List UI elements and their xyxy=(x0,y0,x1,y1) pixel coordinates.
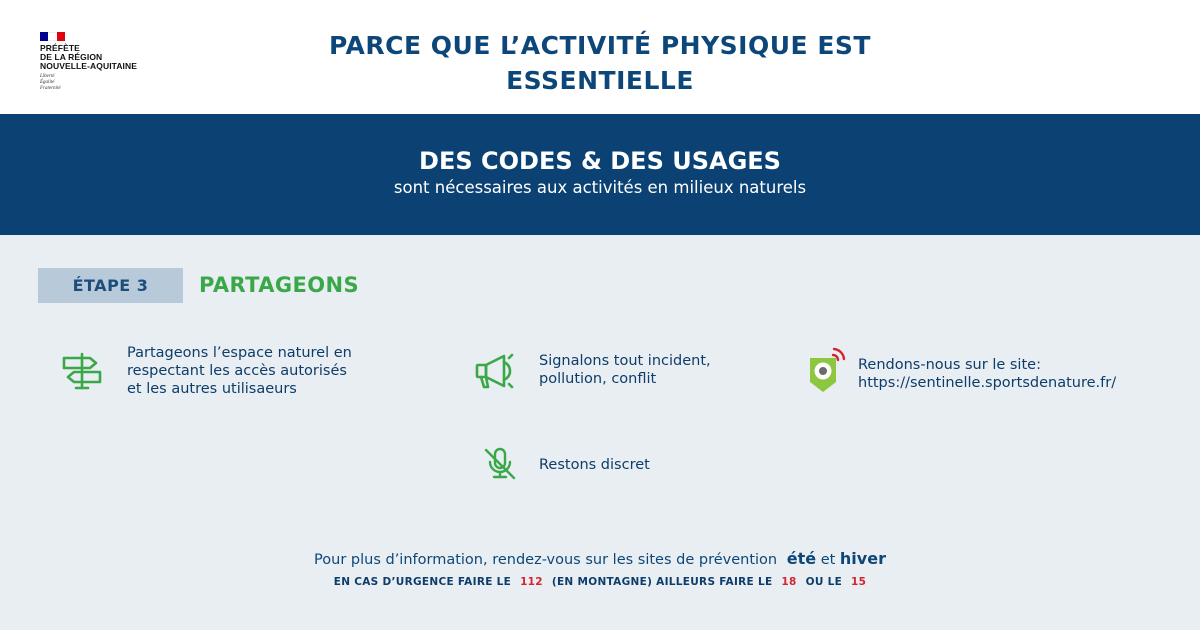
location-pin-icon xyxy=(806,346,850,396)
page-title xyxy=(260,28,940,98)
prevention-info-text: Pour plus d’information, rendez-vous sur les sites de prévention xyxy=(314,552,778,568)
banner-subtitle: sont nécessaires aux activités en milieux naturels xyxy=(393,178,807,197)
codes-banner xyxy=(0,114,1200,235)
prevention-info xyxy=(0,548,1200,571)
motto-fraternite: Fraternité xyxy=(40,86,61,91)
emergency-or: OU LE xyxy=(805,576,843,588)
header-area xyxy=(0,0,1200,114)
item-share-space-line-1: Partageons l’espace naturel en xyxy=(127,345,352,361)
summer-prevention-link[interactable]: été xyxy=(786,549,817,568)
item-share-space-line-3: et les autres utilisaeurs xyxy=(127,381,297,397)
emergency-line xyxy=(0,574,1200,590)
item-report-line-1: Signalons tout incident, xyxy=(539,353,711,369)
emergency-middle: (EN MONTAGNE) AILLEURS FAIRE LE xyxy=(551,576,773,588)
step-badge: ÉTAPE 3 xyxy=(38,268,183,303)
logo-line-2: DE LA RÉGION xyxy=(40,52,103,62)
item-sentinel-line-1: Rendons-nous sur le site: xyxy=(858,357,1041,373)
motto-liberte: Liberté xyxy=(40,74,55,79)
and-word: et xyxy=(820,552,836,568)
emergency-prefix: EN CAS D’URGENCE FAIRE LE xyxy=(333,576,512,588)
page-title-line-1: PARCE QUE L’ACTIVITÉ PHYSIQUE EST xyxy=(329,31,871,60)
item-report-text xyxy=(539,352,711,388)
logo-line-3: NOUVELLE-AQUITAINE xyxy=(40,61,138,71)
sentinel-link[interactable]: https://sentinelle.sportsdenature.fr/ xyxy=(858,375,1117,391)
emergency-number-112: 112 xyxy=(520,576,543,588)
item-report-line-2: pollution, conflit xyxy=(539,371,657,387)
prefecture-logo xyxy=(40,32,180,92)
signpost-icon xyxy=(60,350,106,392)
winter-prevention-link[interactable]: hiver xyxy=(839,549,886,568)
item-sentinel-text xyxy=(858,356,1116,392)
item-share-space-line-2: respectant les accès autorisés xyxy=(127,363,347,379)
item-discreet-text: Restons discret xyxy=(539,457,650,473)
republic-motto xyxy=(40,74,180,92)
emergency-number-15: 15 xyxy=(851,576,867,588)
item-share-space-text xyxy=(127,344,352,398)
megaphone-icon xyxy=(474,352,518,392)
emergency-number-18: 18 xyxy=(781,576,797,588)
page-title-line-2: ESSENTIELLE xyxy=(506,66,694,95)
motto-egalite: Égalité xyxy=(40,80,55,85)
french-flag-icon xyxy=(40,32,65,41)
step-title: PARTAGEONS xyxy=(199,273,360,297)
muted-microphone-icon xyxy=(482,446,518,482)
logo-line-1: PRÉFÈTE xyxy=(40,43,80,53)
banner-title: DES CODES & DES USAGES xyxy=(419,147,781,175)
